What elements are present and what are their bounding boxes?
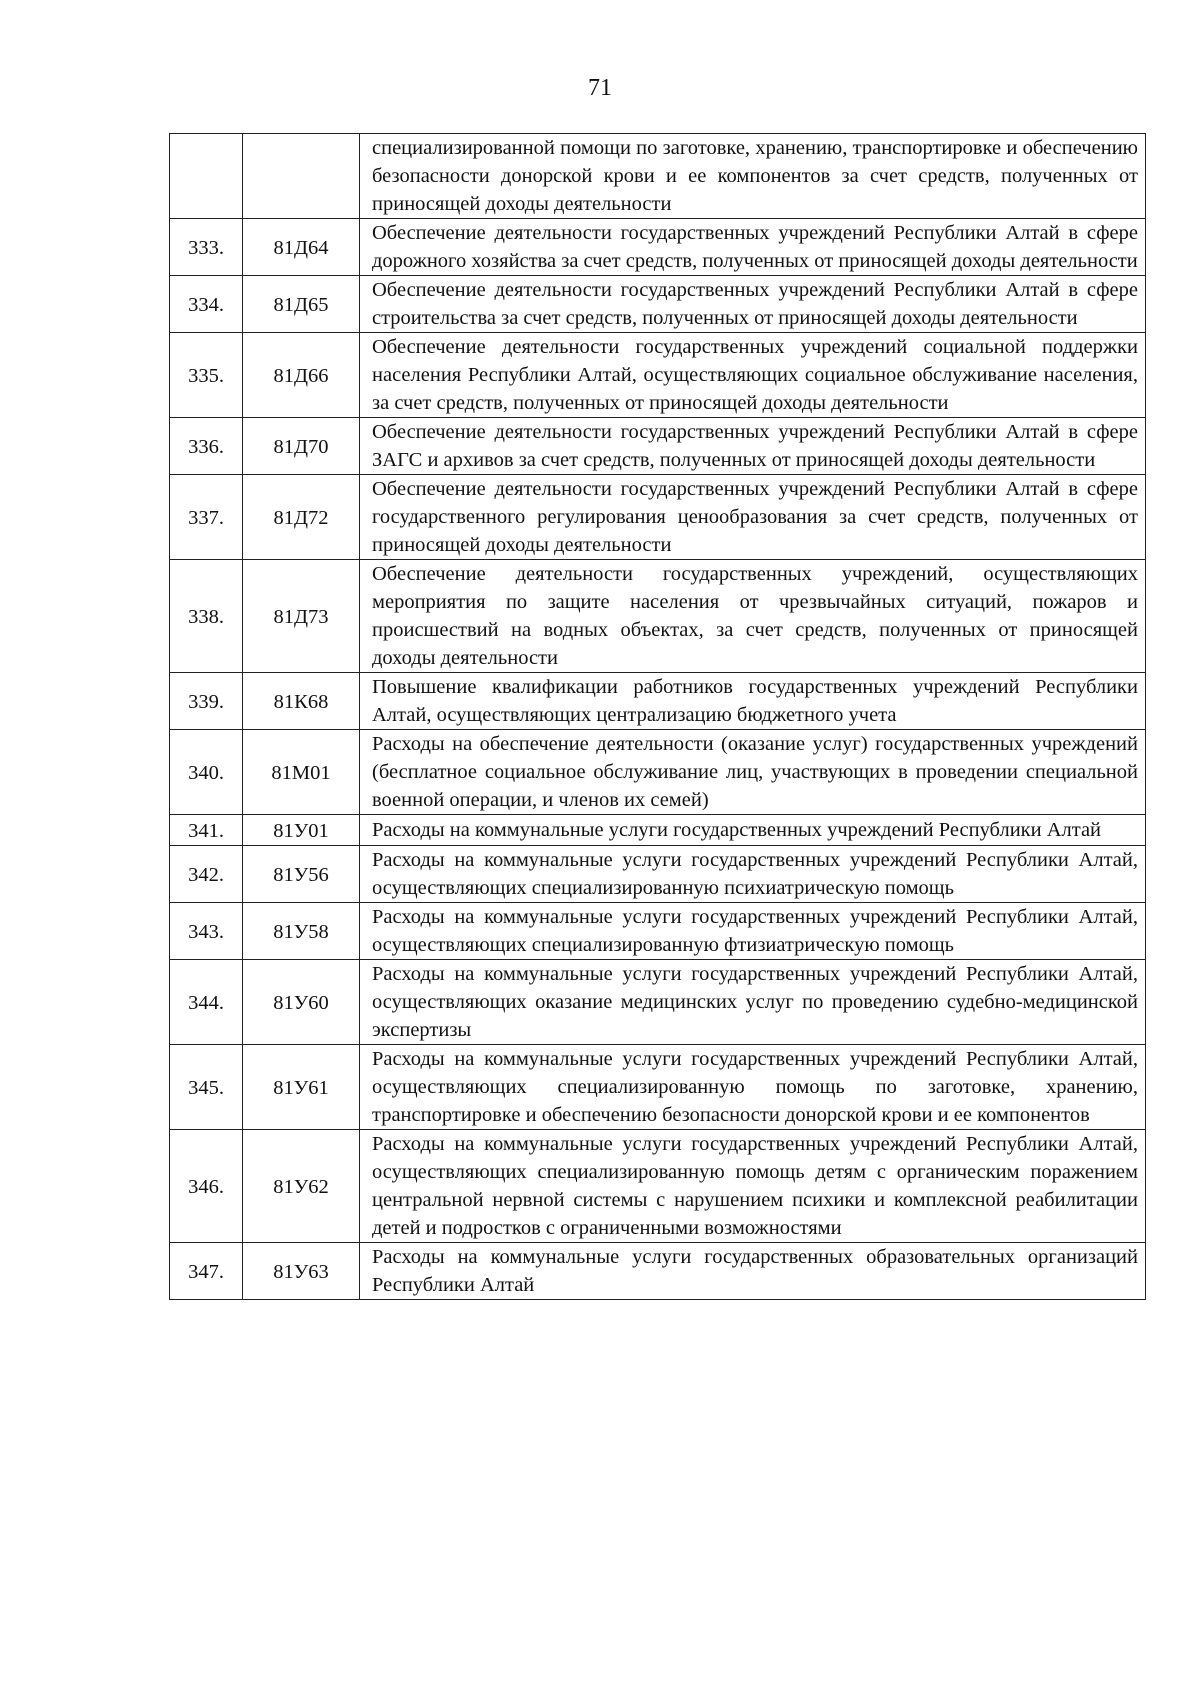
expense-code: 81М01 — [271, 762, 331, 784]
expense-code — [243, 175, 359, 177]
row-number-cell — [170, 560, 243, 673]
table-row — [170, 1130, 1146, 1243]
code-cell — [243, 1243, 360, 1300]
description-cell: Расходы на коммунальные услуги государственных образовательных организаций Республики Алтай — [360, 1243, 1146, 1300]
row-number: 338. — [188, 606, 224, 628]
table-row — [170, 730, 1146, 815]
table-row — [170, 1045, 1146, 1130]
table-row — [170, 276, 1146, 333]
row-number: 344. — [188, 992, 224, 1014]
description-cell: Обеспечение деятельности государственных учреждений Республики Алтай в сфере строительства за счет средств, полученных от приносящей доходы деятельности — [360, 276, 1146, 333]
description-cell: Расходы на коммунальные услуги государственных учреждений Республики Алтай, осуществляющих специализированную фтизиатрическую помощь — [360, 903, 1146, 960]
row-number: 335. — [188, 365, 224, 387]
code-cell — [243, 903, 360, 960]
code-cell — [243, 846, 360, 903]
code-cell — [243, 673, 360, 730]
table-row — [170, 333, 1146, 418]
description-cell: Обеспечение деятельности государственных учреждений социальной поддержки населения Республики Алтай, осуществляющих социальное обслуживание населения, за счет средств, полученных от приносящей доходы деятельности — [360, 333, 1146, 418]
description-cell: Обеспечение деятельности государственных учреждений Республики Алтай в сфере дорожного хозяйства за счет средств, полученных от приносящей доходы деятельности — [360, 219, 1146, 276]
expense-code: 81У01 — [273, 820, 329, 842]
row-number: 339. — [188, 691, 224, 713]
row-number-cell — [170, 134, 243, 219]
code-cell — [243, 333, 360, 418]
expense-code: 81Д66 — [273, 365, 329, 387]
row-number: 346. — [188, 1176, 224, 1198]
row-number-cell — [170, 1045, 243, 1130]
row-number — [170, 175, 242, 177]
expense-code: 81У60 — [273, 992, 329, 1014]
row-number: 342. — [188, 864, 224, 886]
row-number-cell — [170, 730, 243, 815]
expense-code: 81У63 — [273, 1261, 329, 1283]
row-number: 337. — [188, 507, 224, 529]
table-row — [170, 134, 1146, 219]
table-row — [170, 846, 1146, 903]
table-row — [170, 673, 1146, 730]
page-number: 71 — [588, 75, 612, 101]
row-number-cell — [170, 846, 243, 903]
row-number-cell — [170, 1243, 243, 1300]
row-number: 333. — [188, 237, 224, 259]
row-number-cell — [170, 815, 243, 846]
row-number-cell — [170, 1130, 243, 1243]
table-row — [170, 475, 1146, 560]
code-cell — [243, 219, 360, 276]
table-row — [170, 418, 1146, 475]
code-cell — [243, 1045, 360, 1130]
code-cell — [243, 815, 360, 846]
expense-code: 81Д65 — [273, 294, 329, 316]
row-number-cell — [170, 903, 243, 960]
description-cell: специализированной помощи по заготовке, хранению, транспортировке и обеспечению безопасности донорской крови и ее компонентов за счет средств, полученных от приносящей доходы деятельности — [360, 134, 1146, 219]
code-cell — [243, 134, 360, 219]
description-cell: Обеспечение деятельности государственных учреждений Республики Алтай в сфере ЗАГС и архивов за счет средств, полученных от приносящей доходы деятельности — [360, 418, 1146, 475]
description-cell: Обеспечение деятельности государственных учреждений, осуществляющих мероприятия по защите населения от чрезвычайных ситуаций, пожаров и происшествий на водных объектах, за счет средств, полученных от приносящей доходы деятельности — [360, 560, 1146, 673]
row-number: 334. — [188, 294, 224, 316]
expense-code: 81У58 — [273, 921, 329, 943]
row-number-cell — [170, 475, 243, 560]
code-cell — [243, 475, 360, 560]
code-cell — [243, 560, 360, 673]
expense-code: 81Д64 — [273, 237, 329, 259]
description-cell: Расходы на коммунальные услуги государственных учреждений Республики Алтай, осуществляющих оказание медицинских услуг по проведению судебно-медицинской экспертизы — [360, 960, 1146, 1045]
code-cell — [243, 730, 360, 815]
description-cell: Расходы на коммунальные услуги государственных учреждений Республики Алтай, осуществляющих специализированную помощь детям с органическим поражением центральной нервной системы с нарушением психики и комплексной реабилитации детей и подростков с ограниченными возможностями — [360, 1130, 1146, 1243]
description-cell: Обеспечение деятельности государственных учреждений Республики Алтай в сфере государственного регулирования ценообразования за счет средств, полученных от приносящей доходы деятельности — [360, 475, 1146, 560]
expense-code: 81Д73 — [273, 606, 329, 628]
table-row — [170, 903, 1146, 960]
expense-code: 81К68 — [273, 691, 329, 713]
code-cell — [243, 1130, 360, 1243]
code-cell — [243, 960, 360, 1045]
description-cell: Расходы на коммунальные услуги государственных учреждений Республики Алтай — [360, 815, 1146, 846]
expense-code: 81Д70 — [273, 436, 329, 458]
row-number: 341. — [188, 820, 224, 842]
row-number: 340. — [188, 762, 224, 784]
code-cell — [243, 418, 360, 475]
expense-code: 81У56 — [273, 864, 329, 886]
code-cell — [243, 276, 360, 333]
description-cell: Расходы на коммунальные услуги государственных учреждений Республики Алтай, осуществляющих специализированную помощь по заготовке, хранению, транспортировке и обеспечению безопасности донорской крови и ее компонентов — [360, 1045, 1146, 1130]
row-number: 345. — [188, 1077, 224, 1099]
table-row — [170, 960, 1146, 1045]
row-number-cell — [170, 673, 243, 730]
budget-classification-table — [169, 133, 1146, 1300]
table-row — [170, 560, 1146, 673]
expense-code: 81У62 — [273, 1176, 329, 1198]
table-row — [170, 815, 1146, 846]
table-row — [170, 219, 1146, 276]
row-number: 347. — [188, 1261, 224, 1283]
row-number-cell — [170, 219, 243, 276]
row-number-cell — [170, 960, 243, 1045]
description-cell: Расходы на обеспечение деятельности (оказание услуг) государственных учреждений (бесплатное социальное обслуживание лиц, участвующих в проведении специальной военной операции, и членов их семей) — [360, 730, 1146, 815]
table-row — [170, 1243, 1146, 1300]
row-number-cell — [170, 418, 243, 475]
description-cell: Расходы на коммунальные услуги государственных учреждений Республики Алтай, осуществляющих специализированную психиатрическую помощь — [360, 846, 1146, 903]
description-cell: Повышение квалификации работников государственных учреждений Республики Алтай, осуществляющих централизацию бюджетного учета — [360, 673, 1146, 730]
row-number-cell — [170, 276, 243, 333]
row-number: 343. — [188, 921, 224, 943]
row-number: 336. — [188, 436, 224, 458]
expense-code: 81Д72 — [273, 507, 329, 529]
expense-code: 81У61 — [273, 1077, 329, 1099]
row-number-cell — [170, 333, 243, 418]
